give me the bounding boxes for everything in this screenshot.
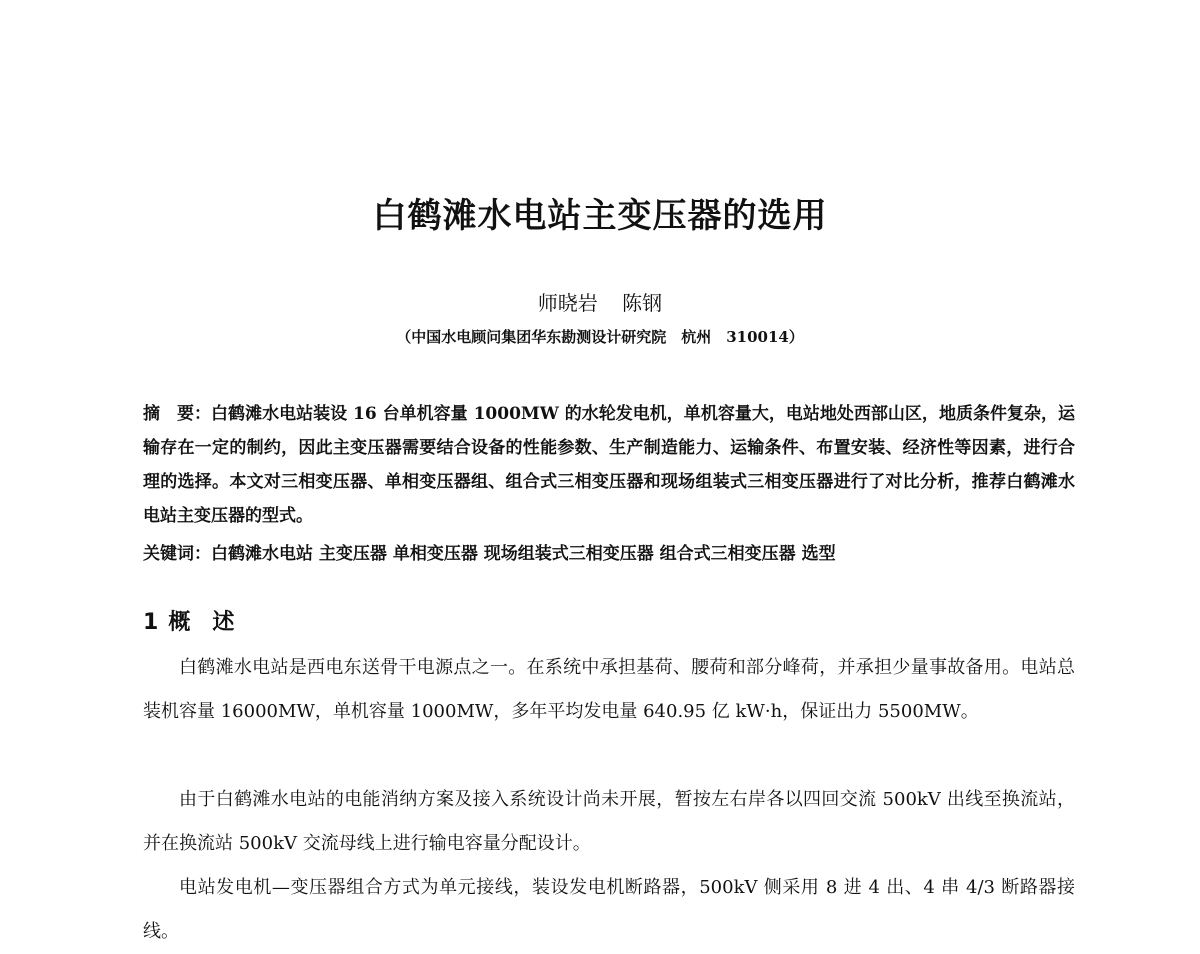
paper-authors: 师晓岩 陈钢 bbox=[537, 291, 663, 315]
keywords bbox=[143, 537, 1083, 571]
abstract bbox=[143, 397, 1075, 533]
body-paragraph: 由于白鹤滩水电站的电能消纳方案及接入系统设计尚未开展，暂按左右岸各以四回交流 500kV 出线至换流站，并在换流站 500kV 交流母线上进行输电容量分配设计。 bbox=[143, 789, 1075, 854]
abstract-text: 白鹤滩水电站装设 16 台单机容量 1000MW 的水轮发电机，单机容量大，电站地处西部山区，地质条件复杂，运输存在一定的制约，因此主变压器需要结合设备的性能参数、生产制造能力、运输条件、布置安装、经济性等因素，进行合理的选择。本文对三相变压器、单相变压器组、组合式三相变压器和现场组装式三相变压器进行了对比分析，推荐白鹤滩水电站主变压器的型式。 bbox=[143, 404, 1076, 526]
body-paragraph: 白鹤滩水电站是西电东送骨干电源点之一。在系统中承担基荷、腰荷和部分峰荷，并承担少量事故备用。电站总装机容量 16000MW，单机容量 1000MW，多年平均发电量 640.95 亿 kW·h，保证出力 5500MW。 bbox=[143, 657, 1075, 722]
section-title: 概 述 bbox=[168, 610, 235, 635]
paper-affiliation: （中国水电顾问集团华东勘测设计研究院 杭州 310014） bbox=[396, 328, 804, 346]
section-number: 1 bbox=[143, 610, 159, 635]
body-paragraph: 电站发电机—变压器组合方式为单元接线，装设发电机断路器，500kV 侧采用 8 进 4 出、4 串 4/3 断路器接线。 bbox=[143, 877, 1075, 942]
abstract-label: 摘 要： bbox=[143, 404, 212, 424]
keywords-text: 白鹤滩水电站 主变压器 单相变压器 现场组装式三相变压器 组合式三相变压器 选型 bbox=[211, 544, 836, 564]
keywords-label: 关键词： bbox=[143, 544, 211, 564]
section-heading bbox=[143, 605, 234, 636]
paper-title: 白鹤滩水电站主变压器的选用 bbox=[372, 196, 828, 236]
